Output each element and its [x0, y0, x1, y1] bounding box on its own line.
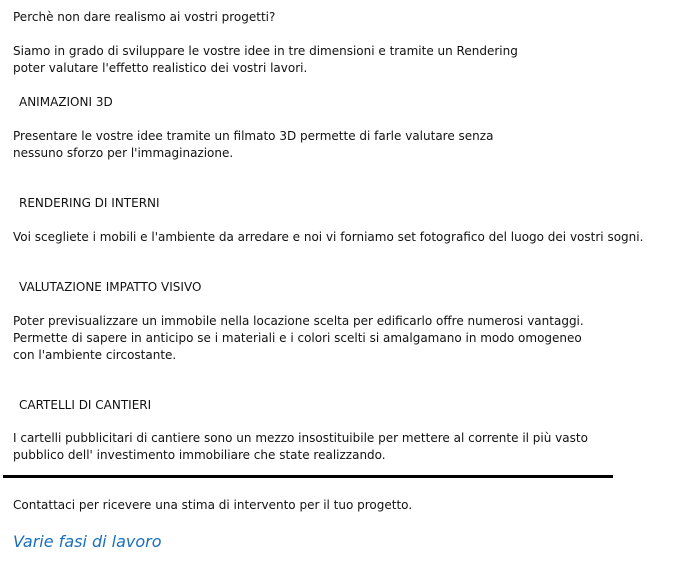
section-text-cartelli-line-1: I cartelli pubblicitari di cantiere sono un mezzo insostituibile per mettere al corrente il più vasto — [13, 431, 588, 445]
section-text-valutazione-line-1: Poter previsualizzare un immobile nella locazione scelta per edificarlo offre numerosi vantaggi. — [13, 314, 584, 328]
section-text-animazioni-line-1: Presentare le vostre idee tramite un filmato 3D permette di farle valutare senza — [13, 129, 494, 143]
section-text-animazioni-line-2: nessuno sforzo per l'immaginazione. — [13, 146, 234, 160]
intro-text-line-1: Siamo in grado di sviluppare le vostre idee in tre dimensioni e tramite un Rendering — [13, 44, 518, 58]
section-title-valutazione-impatto: VALUTAZIONE IMPATTO VISIVO — [19, 280, 202, 294]
section-text-valutazione-line-2: Permette di sapere in anticipo se i materiali e i colori scelti si amalgamano in modo omogeneo — [13, 331, 582, 345]
section-text-valutazione-line-3: con l'ambiente circostante. — [13, 348, 177, 362]
horizontal-divider — [3, 475, 613, 478]
contact-text: Contattaci per ricevere una stima di intervento per il tuo progetto. — [13, 498, 413, 512]
section-title-animazioni-3d: ANIMAZIONI 3D — [19, 95, 113, 109]
section-title-cartelli-cantieri: CARTELLI DI CANTIERI — [19, 398, 152, 412]
section-title-rendering-interni: RENDERING DI INTERNI — [19, 196, 160, 210]
section-text-cartelli-line-2: pubblico dell' investimento immobiliare che state realizzando. — [13, 448, 386, 462]
intro-text-line-2: poter valutare l'effetto realistico dei vostri lavori. — [13, 61, 308, 75]
intro-question: Perchè non dare realismo ai vostri progetti? — [13, 10, 276, 24]
varie-fasi-link[interactable]: Varie fasi di lavoro — [13, 532, 162, 551]
section-text-rendering-line-1: Voi scegliete i mobili e l'ambiente da arredare e noi vi forniamo set fotografico del luogo dei vostri sogni. — [13, 230, 644, 244]
